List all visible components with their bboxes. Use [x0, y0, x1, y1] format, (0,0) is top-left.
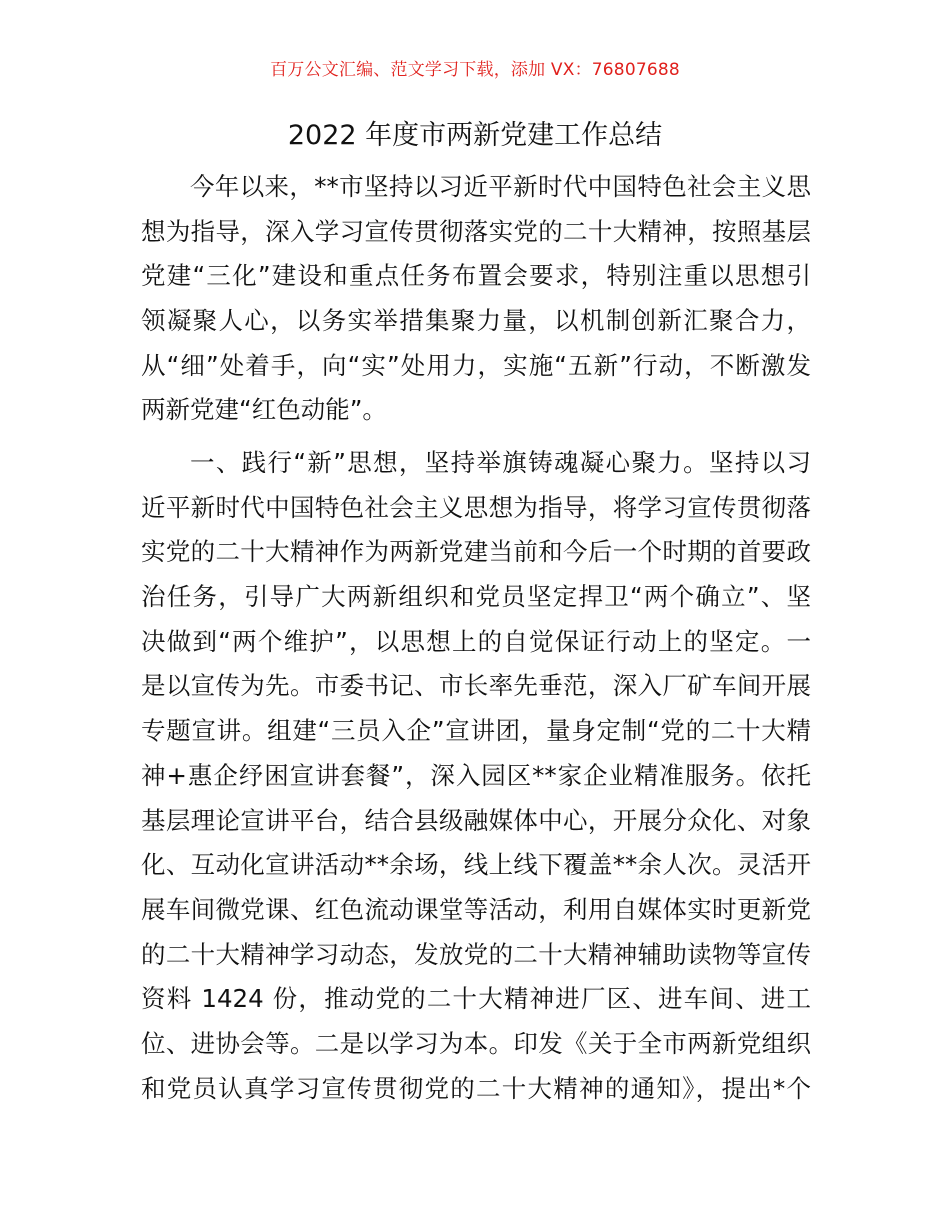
- text-line: 治任务，引导广大两新组织和党员坚定捍卫“两个确立”、坚: [141, 582, 811, 612]
- paragraph-intro: [141, 165, 811, 433]
- text-line: 专题宣讲。组建“三员入企”宣讲团，量身定制“党的二十大精: [141, 716, 811, 746]
- paragraph-section-one: [141, 441, 811, 1111]
- text-line: 从“细”处着手，向“实”处用力，实施“五新”行动，不断激发: [141, 350, 811, 380]
- text-line: 和党员认真学习宣传贯彻党的二十大精神的通知》，提出*个: [141, 1073, 811, 1103]
- text-line: 化、互动化宣讲活动**余场，线上线下覆盖**余人次。灵活开: [141, 850, 811, 880]
- text-line: 领凝聚人心，以务实举措集聚力量，以机制创新汇聚合力，: [141, 306, 811, 336]
- text-line: 的二十大精神学习动态，发放党的二十大精神辅助读物等宣传: [141, 939, 811, 969]
- text-line: 位、进协会等。二是以学习为本。印发《关于全市两新党组织: [141, 1028, 811, 1058]
- text-line: 神+惠企纾困宣讲套餐”，深入园区**家企业精准服务。依托: [141, 760, 811, 790]
- text-line: 实党的二十大精神作为两新党建当前和今后一个时期的首要政: [141, 537, 811, 567]
- text-line: 决做到“两个维护”，以思想上的自觉保证行动上的坚定。一: [141, 626, 811, 656]
- text-line: 基层理论宣讲平台，结合县级融媒体中心，开展分众化、对象: [141, 805, 811, 835]
- text-line: 是以宣传为先。市委书记、市长率先垂范，深入厂矿车间开展: [141, 671, 811, 701]
- text-line: 近平新时代中国特色社会主义思想为指导，将学习宣传贯彻落: [141, 492, 811, 522]
- text-line: 展车间微党课、红色流动课堂等活动，利用自媒体实时更新党: [141, 894, 811, 924]
- document-title: 2022 年度市两新党建工作总结: [287, 120, 663, 151]
- text-line: 今年以来，**市坚持以习近平新时代中国特色社会主义思: [190, 172, 811, 201]
- text-line: 两新党建“红色动能”。: [141, 395, 387, 425]
- text-line: 想为指导，深入学习宣传贯彻落实党的二十大精神，按照基层: [141, 216, 811, 246]
- text-line: 党建“三化”建设和重点任务布置会要求，特别注重以思想引: [141, 261, 811, 291]
- text-line: 资料 1424 份，推动党的二十大精神进厂区、进车间、进工: [141, 984, 811, 1014]
- watermark-header: 百万公文汇编、范文学习下载，添加 VX：76807688: [270, 60, 680, 80]
- text-line: 一、践行“新”思想，坚持举旗铸魂凝心聚力。坚持以习: [190, 448, 811, 477]
